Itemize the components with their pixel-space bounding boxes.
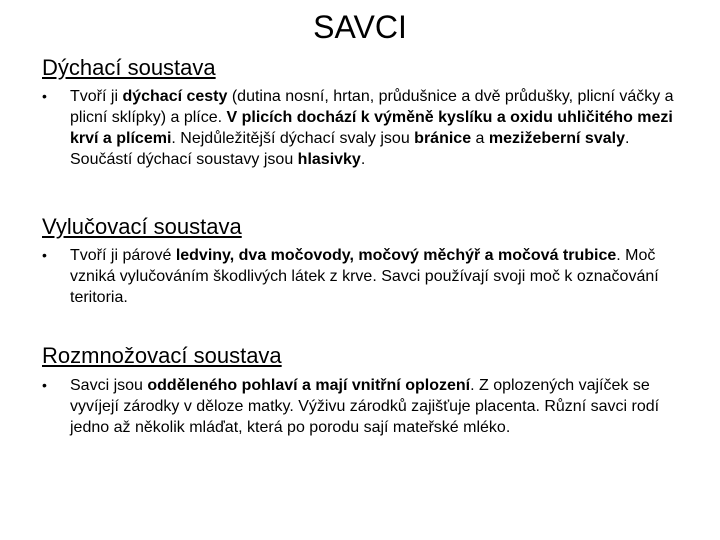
text-segment: . Součástí dýchací soustavy jsou — [70, 130, 630, 168]
text-segment: . Moč vzniká vylučováním škodlivých látek z krve. Savci používají svoji moč k označování teritoria. — [70, 247, 659, 306]
bullet-marker: • — [42, 88, 47, 104]
bullet-marker: • — [42, 377, 47, 393]
section-text-rozmnozovaci — [70, 375, 682, 438]
bold-text-segment: hlasivky — [297, 151, 361, 168]
text-segment: Savci jsou — [70, 377, 148, 394]
section-heading-dychaci: Dýchací soustava — [42, 55, 216, 80]
text-segment: Tvoří ji párové — [70, 247, 176, 264]
bold-text-segment: bránice — [414, 130, 472, 147]
bullet-marker: • — [42, 247, 47, 263]
text-segment: . Z oplozených vajíček se vyvíjejí zárodky v děloze matky. Výživu zárodků zajišťuje placenta. Různí savci rodí jedno až několik mláďat, která po porodu sají mateřské mléko. — [70, 377, 660, 436]
bold-text-segment: odděleného pohlaví a mají vnitřní oplození — [147, 377, 471, 394]
text-segment: . Nejdůležitější dýchací svaly jsou — [171, 130, 415, 147]
bold-text-segment: ledviny, dva močovody, močový měchýř a močová trubice — [175, 247, 617, 264]
slide-title: SAVCI — [313, 9, 407, 45]
bold-text-segment: mezižeberní svaly — [488, 130, 625, 147]
section-text-vylucovaci — [70, 245, 682, 308]
bold-text-segment: dýchací cesty — [122, 88, 228, 105]
section-heading-rozmnozovaci: Rozmnožovací soustava — [42, 343, 282, 368]
section-heading-vylucovaci: Vylučovací soustava — [42, 214, 242, 239]
bold-text-segment: V plicích dochází k výměně kyslíku a oxidu uhličitého mezi krví a plícemi — [70, 109, 673, 147]
text-segment: . — [360, 151, 366, 168]
text-segment: Tvoří ji — [70, 88, 123, 105]
text-segment: a — [471, 130, 489, 147]
section-text-dychaci — [70, 86, 682, 170]
text-segment: (dutina nosní, hrtan, průdušnice a dvě průdušky, plicní váčky a plicní sklípky) a plíce. — [70, 88, 674, 126]
